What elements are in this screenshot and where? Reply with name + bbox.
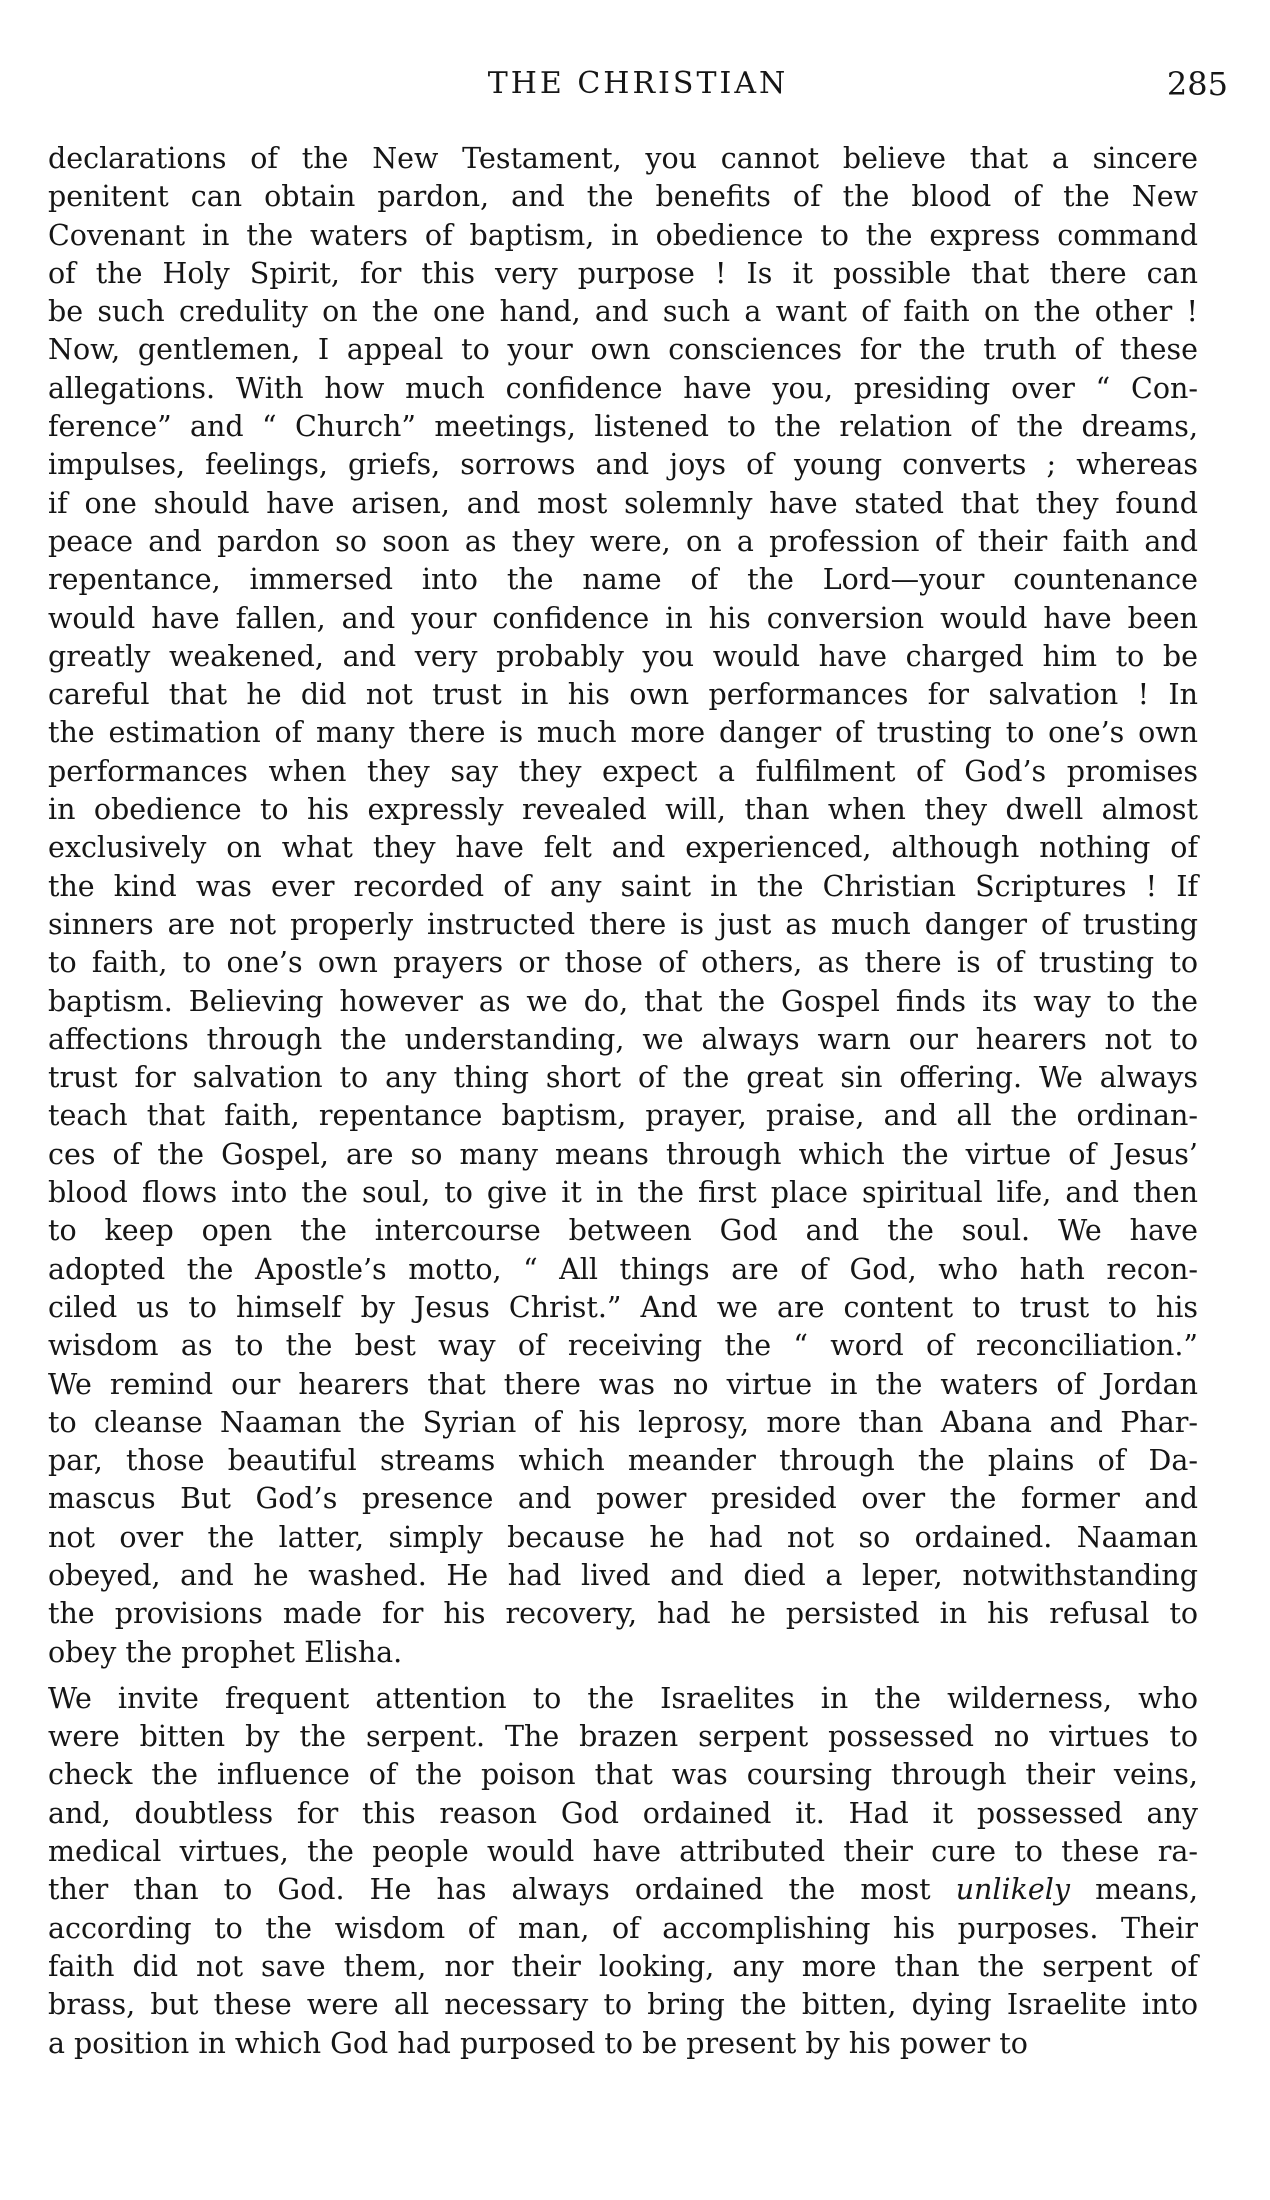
- text-line: according to the wisdom of man, of accomplishing his purposes. Their: [48, 1911, 1198, 1945]
- text-line: mascus But God’s presence and power presided over the former and: [48, 1482, 1198, 1516]
- text-line: to cleanse Naaman the Syrian of his leprosy, more than Abana and Phar-: [48, 1405, 1198, 1439]
- text-line: the estimation of many there is much more danger of trusting to one’s own: [48, 716, 1198, 750]
- text-line: were bitten by the serpent. The brazen serpent possessed no virtues to: [48, 1720, 1198, 1754]
- text-line: We invite frequent attention to the Israelites in the wilderness, who: [48, 1681, 1198, 1715]
- text-line: in obedience to his expressly revealed will, than when they dwell almost: [48, 793, 1198, 827]
- text-line: repentance, immersed into the name of the Lord—your countenance: [48, 563, 1198, 597]
- text-line: to faith, to one’s own prayers or those of others, as there is of trusting to: [48, 946, 1198, 980]
- paragraph: [48, 140, 1198, 1672]
- text-line: and, doubtless for this reason God ordained it. Had it possessed any: [48, 1796, 1198, 1830]
- text-line: ference” and “ Church” meetings, listened to the relation of the dreams,: [48, 410, 1198, 444]
- text-line: ciled us to himself by Jesus Christ.” And we are content to trust to his: [48, 1290, 1198, 1324]
- text-line: teach that faith, repentance baptism, prayer, praise, and all the ordinan-: [48, 1099, 1198, 1133]
- text-line: careful that he did not trust in his own performances for salvation ! In: [48, 678, 1198, 712]
- paragraph: [48, 1680, 1198, 2063]
- text-line: We remind our hearers that there was no virtue in the waters of Jordan: [48, 1367, 1198, 1401]
- text-line: Covenant in the waters of baptism, in obedience to the express command: [48, 218, 1198, 252]
- paragraph-gap: [48, 1672, 1198, 1680]
- text-line: obey the prophet Elisha.: [48, 1635, 403, 1669]
- text-line: ces of the Gospel, are so many means through which the virtue of Jesus’: [48, 1137, 1198, 1171]
- text-line: impulses, feelings, griefs, sorrows and joys of young converts ; whereas: [48, 448, 1198, 482]
- text-line: performances when they say they expect a fulfilment of God’s promises: [48, 754, 1198, 788]
- text-line: a position in which God had purposed to be present by his power to: [48, 2026, 1028, 2060]
- text-line: would have fallen, and your confidence in his conversion would have been: [48, 601, 1198, 635]
- text-line: obeyed, and he washed. He had lived and died a leper, notwithstanding: [48, 1558, 1198, 1592]
- page-number: 285: [1166, 65, 1228, 103]
- text-line: ther than to God. He has always ordained the most unlikely means,: [48, 1873, 1199, 1907]
- text-line: faith did not save them, nor their looking, any more than the serpent of: [48, 1949, 1198, 1983]
- text-line: penitent can obtain pardon, and the benefits of the blood of the New: [48, 180, 1198, 214]
- text-line: the provisions made for his recovery, had he persisted in his refusal to: [48, 1597, 1198, 1631]
- running-head: [48, 64, 1228, 110]
- text-line: exclusively on what they have felt and experienced, although nothing of: [48, 831, 1198, 865]
- body-text: [48, 140, 1198, 2063]
- text-line: adopted the Apostle’s motto, “ All things are of God, who hath recon-: [48, 1252, 1198, 1286]
- text-line: par, those beautiful streams which meander through the plains of Da-: [48, 1444, 1198, 1478]
- text-line: be such credulity on the one hand, and such a want of faith on the other !: [48, 295, 1198, 329]
- text-line: baptism. Believing however as we do, that the Gospel finds its way to the: [48, 984, 1198, 1018]
- text-line: trust for salvation to any thing short of the great sin offering. We always: [48, 1061, 1198, 1095]
- text-line: not over the latter, simply because he had not so ordained. Naaman: [48, 1520, 1198, 1554]
- text-line: wisdom as to the best way of receiving the “ word of reconciliation.”: [48, 1329, 1198, 1363]
- text-line: sinners are not properly instructed there is just as much danger of trusting: [48, 907, 1198, 941]
- text-line: greatly weakened, and very probably you would have charged him to be: [48, 639, 1198, 673]
- text-line: blood flows into the soul, to give it in the first place spiritual life, and then: [48, 1176, 1198, 1210]
- text-line: declarations of the New Testament, you cannot believe that a sincere: [48, 142, 1198, 175]
- text-line: of the Holy Spirit, for this very purpose ! Is it possible that there can: [48, 256, 1198, 290]
- text-line: medical virtues, the people would have attributed their cure to these ra-: [48, 1835, 1198, 1869]
- text-line: if one should have arisen, and most solemnly have stated that they found: [48, 486, 1198, 520]
- text-line: the kind was ever recorded of any saint in the Christian Scriptures ! If: [48, 869, 1198, 903]
- text-line: allegations. With how much confidence have you, presiding over “ Con-: [48, 371, 1198, 405]
- emphasis: unlikely: [955, 1873, 1070, 1907]
- text-line: to keep open the intercourse between God and the soul. We have: [48, 1214, 1198, 1248]
- text-line: brass, but these were all necessary to bring the bitten, dying Israelite into: [48, 1988, 1198, 2022]
- text-line: Now, gentlemen, I appeal to your own consciences for the truth of these: [48, 333, 1198, 367]
- text-line: affections through the understanding, we always warn our hearers not to: [48, 1022, 1198, 1056]
- text-line: check the influence of the poison that was coursing through their veins,: [48, 1758, 1198, 1792]
- text-line: peace and pardon so soon as they were, on a profession of their faith and: [48, 524, 1198, 558]
- running-title: THE CHRISTIAN: [487, 66, 789, 101]
